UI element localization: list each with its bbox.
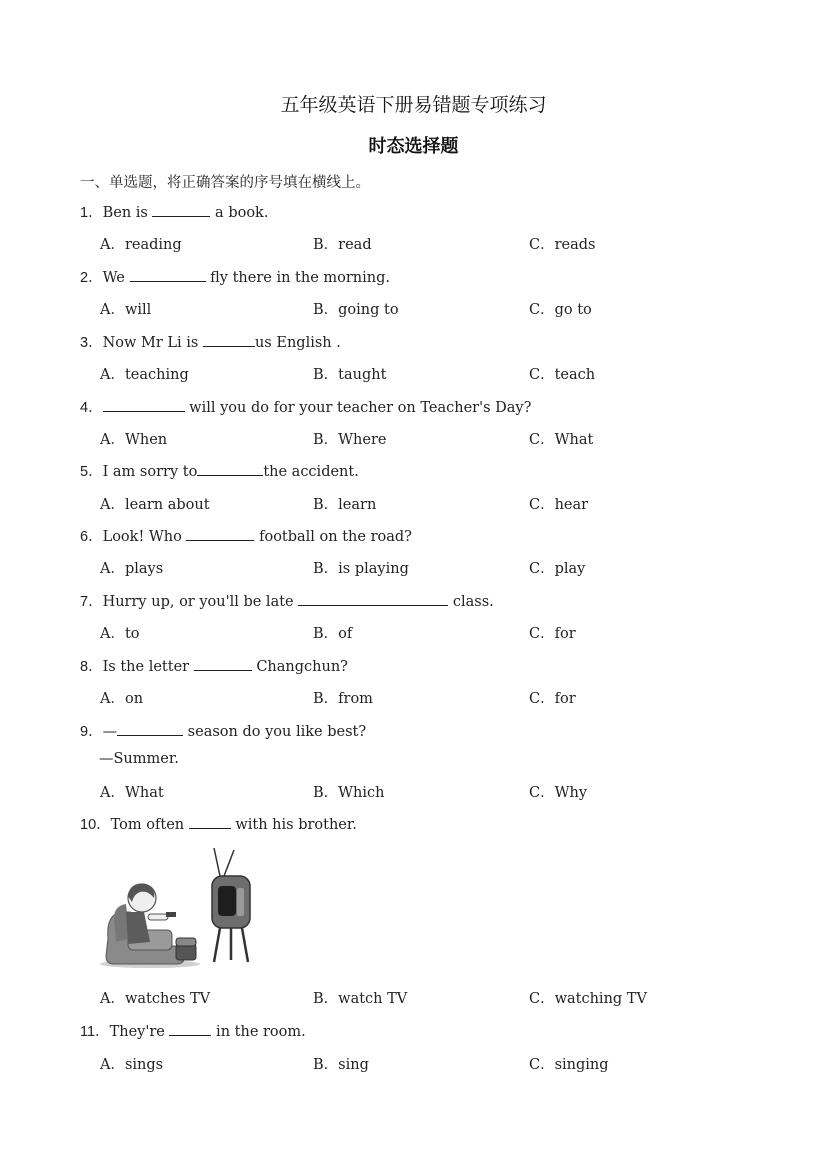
- option-c[interactable]: C．for: [529, 691, 576, 707]
- option-a[interactable]: A．reading: [100, 237, 182, 253]
- question-text-before: Now Mr Li is: [102, 335, 203, 351]
- question-text-before: Look! Who: [102, 529, 187, 545]
- option-c[interactable]: C．hear: [529, 497, 589, 513]
- question-4: [80, 396, 531, 417]
- option-a[interactable]: A．What: [100, 785, 164, 801]
- question-6: [80, 525, 412, 546]
- question-3: [80, 331, 341, 352]
- option-a[interactable]: A．on: [100, 691, 144, 707]
- question-number: 9．: [80, 724, 103, 740]
- option-b[interactable]: B．from: [313, 691, 373, 707]
- option-c[interactable]: C．for: [529, 626, 576, 642]
- dialogue-reply: —Summer.: [99, 751, 179, 767]
- question-5: [80, 460, 359, 481]
- option-b[interactable]: B．of: [313, 626, 353, 642]
- question-text-after: the accident.: [263, 464, 359, 480]
- question-11: [80, 1020, 306, 1041]
- question-text-after: a book.: [210, 205, 269, 221]
- answer-blank[interactable]: [203, 332, 255, 347]
- question-number: 10．: [80, 817, 111, 833]
- question-text-before: Ben is: [102, 205, 153, 221]
- section-heading: 一、单选题，将正确答案的序号填在横线上。: [80, 175, 370, 191]
- option-b[interactable]: B．sing: [313, 1057, 369, 1073]
- question-number: 6．: [80, 529, 103, 545]
- question-9: [80, 720, 366, 741]
- answer-blank[interactable]: [298, 591, 448, 606]
- option-a[interactable]: A．teaching: [100, 367, 189, 383]
- question-text-after: will you do for your teacher on Teacher's Day?: [184, 400, 532, 416]
- question-number: 3．: [80, 335, 103, 351]
- option-c[interactable]: C．play: [529, 561, 586, 577]
- option-c[interactable]: C．What: [529, 432, 594, 448]
- question-number: 11．: [80, 1024, 110, 1040]
- question-text-after: football on the road?: [254, 529, 412, 545]
- question-8: [80, 655, 348, 676]
- tv-illustration: [100, 846, 260, 970]
- option-c[interactable]: C．teach: [529, 367, 596, 383]
- option-a[interactable]: A．watches TV: [100, 991, 211, 1007]
- question-text-before: —: [102, 724, 118, 740]
- option-a[interactable]: A．to: [100, 626, 140, 642]
- question-text-after: fly there in the morning.: [205, 270, 391, 286]
- option-a[interactable]: A．learn about: [100, 497, 210, 513]
- question-text-before: Tom often: [110, 817, 189, 833]
- option-a[interactable]: A．sings: [100, 1057, 164, 1073]
- question-text-after: Changchun?: [251, 659, 348, 675]
- question-text-after: season do you like best?: [183, 724, 367, 740]
- question-text-before: We: [102, 270, 130, 286]
- option-b[interactable]: B．Which: [313, 785, 385, 801]
- option-b[interactable]: B．Where: [313, 432, 387, 448]
- question-number: 1．: [80, 205, 103, 221]
- option-c[interactable]: C．singing: [529, 1057, 609, 1073]
- page-title: 五年级英语下册易错题专项练习: [280, 94, 547, 116]
- answer-blank[interactable]: [117, 721, 183, 736]
- answer-blank[interactable]: [152, 202, 210, 217]
- question-7: [80, 590, 494, 611]
- option-a[interactable]: A．When: [100, 432, 168, 448]
- question-number: 5．: [80, 464, 103, 480]
- answer-blank[interactable]: [103, 397, 185, 412]
- option-b[interactable]: B．read: [313, 237, 372, 253]
- answer-blank[interactable]: [186, 526, 254, 541]
- option-c[interactable]: C．go to: [529, 302, 592, 318]
- question-1: [80, 201, 268, 222]
- option-c[interactable]: C．Why: [529, 785, 588, 801]
- question-text-after: with his brother.: [230, 817, 357, 833]
- answer-blank[interactable]: [197, 461, 263, 476]
- question-text-before: Hurry up, or you'll be late: [102, 594, 299, 610]
- question-text-after: in the room.: [211, 1024, 306, 1040]
- question-text-before: I am sorry to: [102, 464, 198, 480]
- question-2: [80, 266, 390, 287]
- question-10: [80, 813, 357, 834]
- answer-blank[interactable]: [189, 814, 231, 829]
- option-b[interactable]: B．is playing: [313, 561, 409, 577]
- option-b[interactable]: B．watch TV: [313, 991, 408, 1007]
- option-a[interactable]: A．will: [100, 302, 152, 318]
- option-c[interactable]: C．watching TV: [529, 991, 647, 1007]
- question-number: 8．: [80, 659, 103, 675]
- question-number: 2．: [80, 270, 103, 286]
- answer-blank[interactable]: [169, 1021, 211, 1036]
- option-a[interactable]: A．plays: [100, 561, 164, 577]
- answer-blank[interactable]: [194, 656, 252, 671]
- option-c[interactable]: C．reads: [529, 237, 596, 253]
- question-text-after: class.: [448, 594, 494, 610]
- option-b[interactable]: B．taught: [313, 367, 387, 383]
- question-number: 7．: [80, 594, 103, 610]
- option-b[interactable]: B．going to: [313, 302, 399, 318]
- question-number: 4．: [80, 400, 103, 416]
- question-text-after: us English .: [254, 335, 341, 351]
- question-text-before: They're: [109, 1024, 170, 1040]
- question-text-before: Is the letter: [102, 659, 194, 675]
- option-b[interactable]: B．learn: [313, 497, 377, 513]
- answer-blank[interactable]: [130, 267, 206, 282]
- page-subtitle: 时态选择题: [368, 136, 459, 157]
